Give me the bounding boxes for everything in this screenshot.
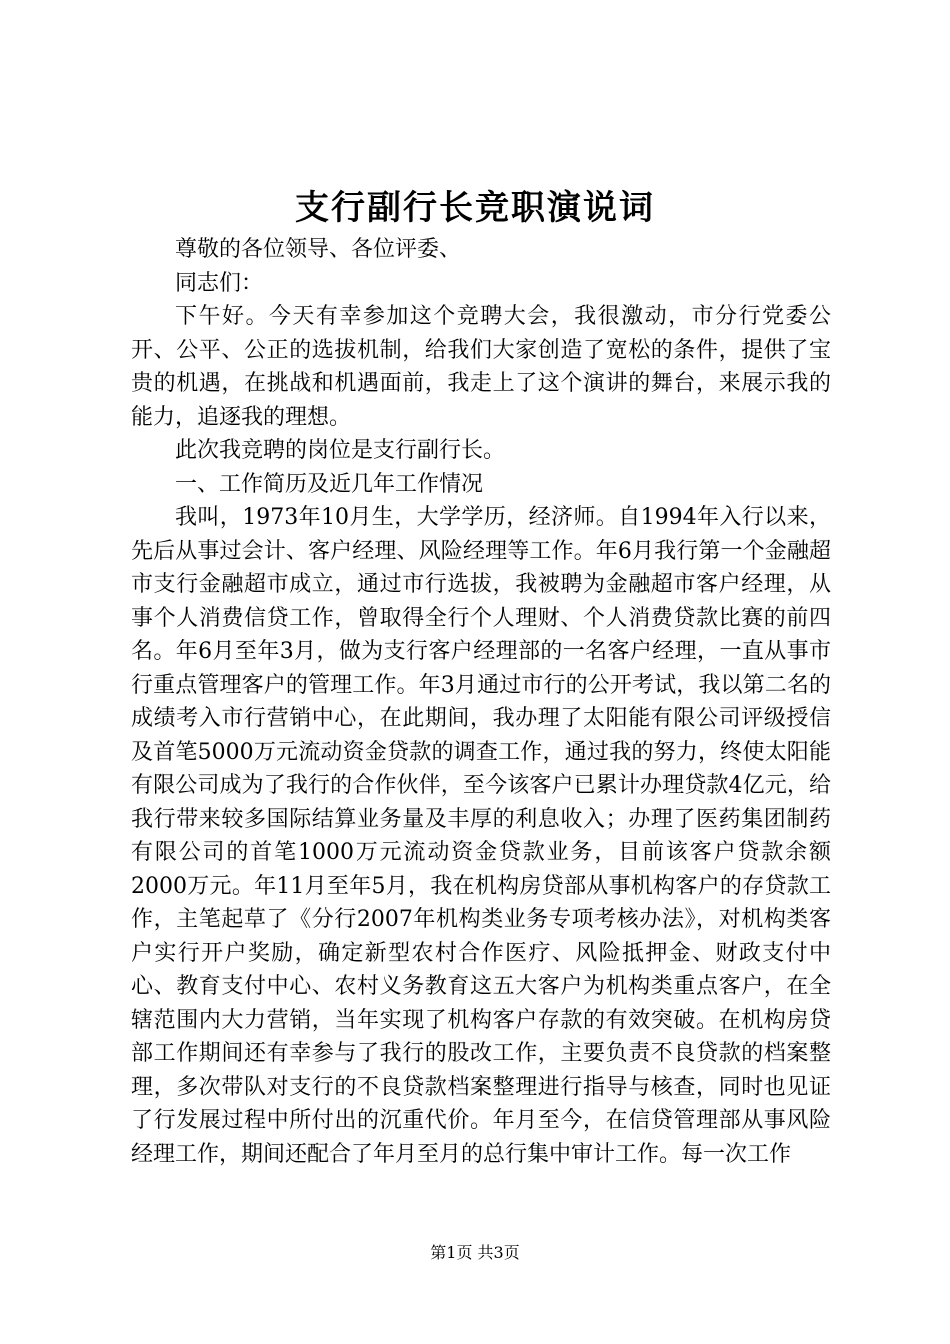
paragraph-position: 此次我竞聘的岗位是支行副行长。 <box>175 438 506 463</box>
salutation-line-1: 尊敬的各位领导、各位评委、 <box>175 237 462 262</box>
salutation-line-2: 同志们： <box>175 270 264 296</box>
document-title: 支行副行长竞职演说词 <box>295 188 655 228</box>
paragraph-work-history: 我叫，1973年10月生，大学学历，经济师。自1994年入行以来，先后从事过会计、客户经理、风险经理等工作。年6月我行第一个金融超市支行金融超市成立，通过市行选拔，我被聘为金融超市客户经理，从事个人消费信贷工作，曾取得全行个人理财、个人消费贷款比赛的前四名。年6月至年3月，做为支行客户经理部的一名客户经理，一直从事市行重点管理客户的管理工作。年3月通过市行的公开考试，我以第二名的成绩考入市行营销中心，在此期间，我办理了太阳能有限公司评级授信及首笔5000万元流动资金贷款的调查工作，通过我的努力，终使太阳能有限公司成为了我行的合作伙伴，至今该客户已累计办理贷款4亿元，给我行带来较多国际结算业务量及丰厚的利息收入；办理了医药集团制药有限公司的首笔1000万元流动资金贷款业务，目前该客户贷款余额2000万元。年11月至年5月，我在机构房贷部从事机构客户的存贷款工作，主笔起草了《分行2007年机构类业务专项考核办法》，对机构类客户实行开户奖励，确定新型农村合作医疗、风险抵押金、财政支付中心、教育支付中心、农村义务教育这五大客户为机构类重点客户，在全辖范围内大力营销，当年实现了机构客户存款的有效突破。在机构房贷部工作期间还有幸参与了我行的股改工作，主要负责不良贷款的档案整理，多次带队对支行的不良贷款档案整理进行指导与核查，同时也见证了行发展过程中所付出的沉重代价。年月至今，在信贷管理部从事风险经理工作，期间还配合了年月至月的总行集中审计工作。每一次工作 <box>131 505 831 1167</box>
document-body <box>131 233 831 1171</box>
paragraph-greeting: 下午好。今天有幸参加这个竞聘大会，我很激动，市分行党委公开、公平、公正的选拔机制，给我们大家创造了宽松的条件，提供了宝贵的机遇，在挑战和机遇面前，我走上了这个演讲的舞台，来展示我的能力，追逐我的理想。 <box>131 304 831 430</box>
section-heading: 一、工作简历及近几年工作情况 <box>175 471 484 497</box>
page-footer: 第1页 共3页 <box>430 1243 520 1262</box>
